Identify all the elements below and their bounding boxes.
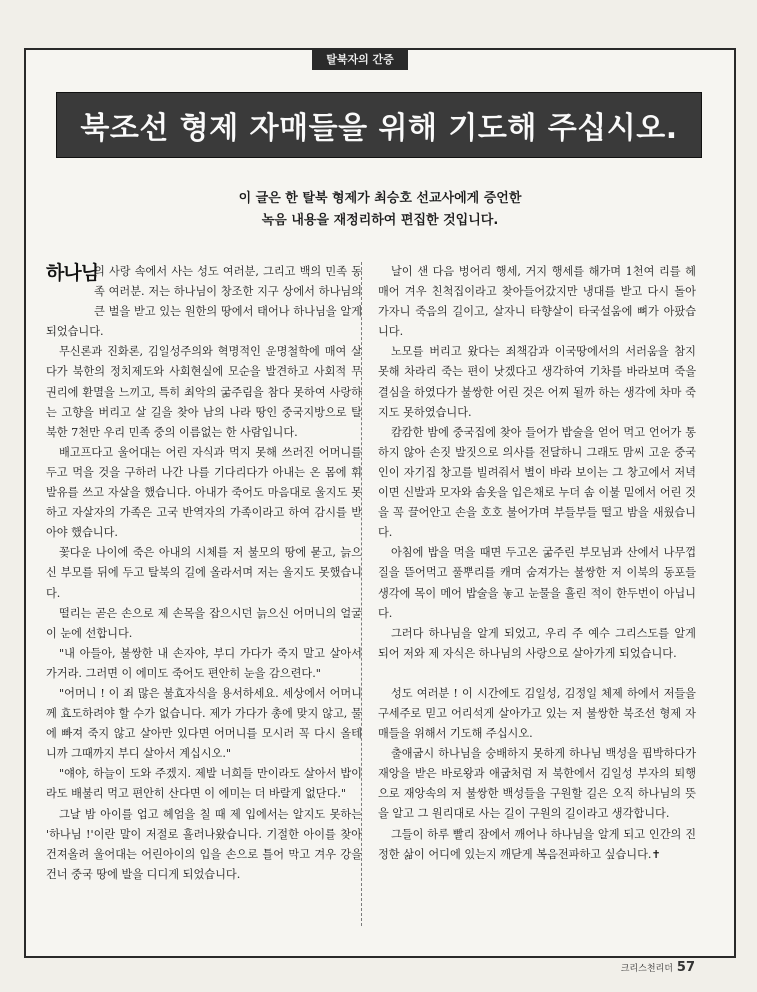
paragraph: 그날 밤 아이를 업고 헤엄을 칠 때 제 입에서는 알지도 못하는 '하나님 !'이란 말이 저절로 흘러나왔습니다. 기절한 아이를 찾아 건져올려 울어대는 어린아이의 입을 손으로 틀어 막고 겨우 강을 건너 중국 땅에 발을 디디게 되었습니다. — [46, 807, 362, 881]
paragraph: 그러다 하나님을 알게 되었고, 우리 주 예수 그리스도를 알게 되어 저와 제 자식은 하나님의 사랑으로 살아가게 되었습니다. — [378, 626, 696, 660]
article-column-left — [46, 262, 362, 885]
article-column-right — [378, 262, 696, 865]
paragraph: 그들이 하루 빨리 잠에서 깨어나 하나님을 알게 되고 인간의 진정한 삶이 어디에 있는지 깨닫게 복음전파하고 싶습니다.✝ — [378, 827, 696, 861]
paragraph: 날이 샌 다음 벙어리 행세, 거지 행세를 해가며 1천여 리를 헤매어 겨우 친척집이라고 찾아들어갔지만 냉대를 받고 다시 돌아 가자니 죽음의 길이고, 살자니 타향살이 타국설움에 뼈가 아팠습니다. — [378, 265, 696, 339]
quote-paragraph: "내 아들아, 불쌍한 내 손자야, 부디 가다가 죽지 말고 살아서 가거라. 그러면 이 에미도 죽어도 편안히 눈을 감으련다." — [46, 646, 362, 680]
intro-line-2: 녹음 내용을 재정리하여 편집한 것입니다. — [261, 213, 499, 228]
paragraph — [46, 262, 362, 342]
quote-paragraph: "얘야, 하늘이 도와 주겠지. 제발 너희들 만이라도 살아서 밥이라도 배불리 먹고 편안히 산다면 이 에미는 더 바랄게 없단다." — [46, 767, 362, 801]
paragraph: 출애굽시 하나님을 숭배하지 못하게 하나님 백성을 핍박하다가 재앙을 받은 바로왕과 애굽처럼 저 북한에서 김일성 부자의 퇴행으로 재앙속의 저 불쌍한 백성들을 구원할 길은 오직 하나님의 뜻을 알고 그 원리대로 사는 길이 구원의 길이라고 생각합니다. — [378, 747, 696, 821]
paragraph: 캄캄한 밤에 중국집에 찾아 들어가 밥술을 얻어 먹고 언어가 통하지 않아 손짓 발짓으로 의사를 전달하니 그래도 맘씨 고운 중국인이 자기집 창고를 빌려줘서 별이 바라 보이는 그 창고에서 저녁이면 신발과 모자와 솜옷을 입은채로 누더 솜 이불 밑에서 어린 것을 꼭 끌어안고 손을 호호 불어가며 부들부들 떨고 밤을 새웠습니다. — [378, 425, 696, 540]
page-number: 57 — [676, 960, 695, 975]
intro-lead — [140, 188, 620, 232]
quote-paragraph: "어머니 ! 이 죄 많은 불효자식을 용서하세요. 세상에서 어머니께 효도하려야 할 수가 없습니다. 제가 가다가 총에 맞지 않고, 물에 빠져 죽지 않고 살아만 있다면 어머니를 모시러 꼭 다시 올테니까 그때까지 부디 살아서 계십시오." — [46, 686, 362, 761]
paragraph: 노모를 버리고 왔다는 죄책감과 이국땅에서의 서러움을 참지 못해 차라리 죽는 편이 낫겠다고 생각하여 기차를 바라보며 죽을 결심을 하였다가 불쌍한 어린 것은 어찌 될까 하는 생각에 차마 죽지도 못하였습니다. — [378, 345, 696, 419]
page-footer — [621, 960, 695, 975]
paragraph: 아침에 밥을 먹을 때면 두고온 굶주린 부모님과 산에서 나무껍질을 뜯어먹고 풀뿌리를 캐며 숨져가는 불쌍한 저 이북의 동포들 생각에 목이 메어 밥술을 놓고 눈물을 흘린 적이 한두번이 아닙니다. — [378, 546, 696, 620]
dropcap: 하나님 — [46, 262, 99, 284]
paragraph: 배고프다고 울어대는 어린 자식과 먹지 못해 쓰러진 어머니를 두고 먹을 것을 구하러 나간 나를 기다리다가 아내는 온 몸에 휘발유를 쓰고 자살을 했습니다. 아내가 죽어도 마음대로 울지도 못하고 자살자의 가족은 고국 반역자의 가족이라고 하여 감시를 받아야 했습니다. — [46, 445, 362, 540]
paragraph: 무신론과 진화론, 김일성주의와 혁명적인 운명철학에 매여 살다가 북한의 정치제도와 사회현실에 모순을 발견하고 사회적 무권리에 환멸을 느끼고, 특히 최악의 굶주림을 참다 못하여 사랑하는 고향을 버리고 살 길을 찾아 남의 나라 땅인 중국지방으로 탈북한 7천만 우리 민족 중의 이름없는 한 사람입니다. — [46, 345, 362, 439]
headline-box — [56, 92, 702, 158]
paragraph-text: 의 사랑 속에서 사는 성도 여러분, 그리고 백의 민족 동족 여러분. 저는 하나님이 창조한 지구 상에서 하나님의 큰 벌을 받고 있는 원한의 땅에서 태어나 하나님을 알게 되었습니다. — [46, 265, 362, 339]
paragraph: 성도 여러분 ! 이 시간에도 김일성, 김정일 체제 하에서 저들을 구세주로 믿고 어리석게 살아가고 있는 저 불쌍한 북조선 형제 자매들을 위해서 기도해 주십시오. — [378, 686, 696, 741]
section-tab: 탈북자의 간증 — [312, 48, 408, 70]
magazine-name: 크리스천리더 — [620, 964, 673, 974]
paragraph: 떨리는 곧은 손으로 제 손목을 잡으시던 늙으신 어머니의 얼굴이 눈에 선합니다. — [46, 606, 362, 640]
intro-line-1: 이 글은 한 탈북 형제가 최승호 선교사에게 증언한 — [238, 191, 522, 206]
paragraph: 꽃다운 나이에 죽은 아내의 시체를 저 불모의 땅에 묻고, 늙으신 부모를 뒤에 두고 탈북의 길에 올라서며 저는 울지도 못했습니다. — [46, 546, 362, 600]
column-divider — [361, 262, 362, 926]
headline: 북조선 형제 자매들을 위해 기도해 주십시오. — [80, 111, 678, 146]
